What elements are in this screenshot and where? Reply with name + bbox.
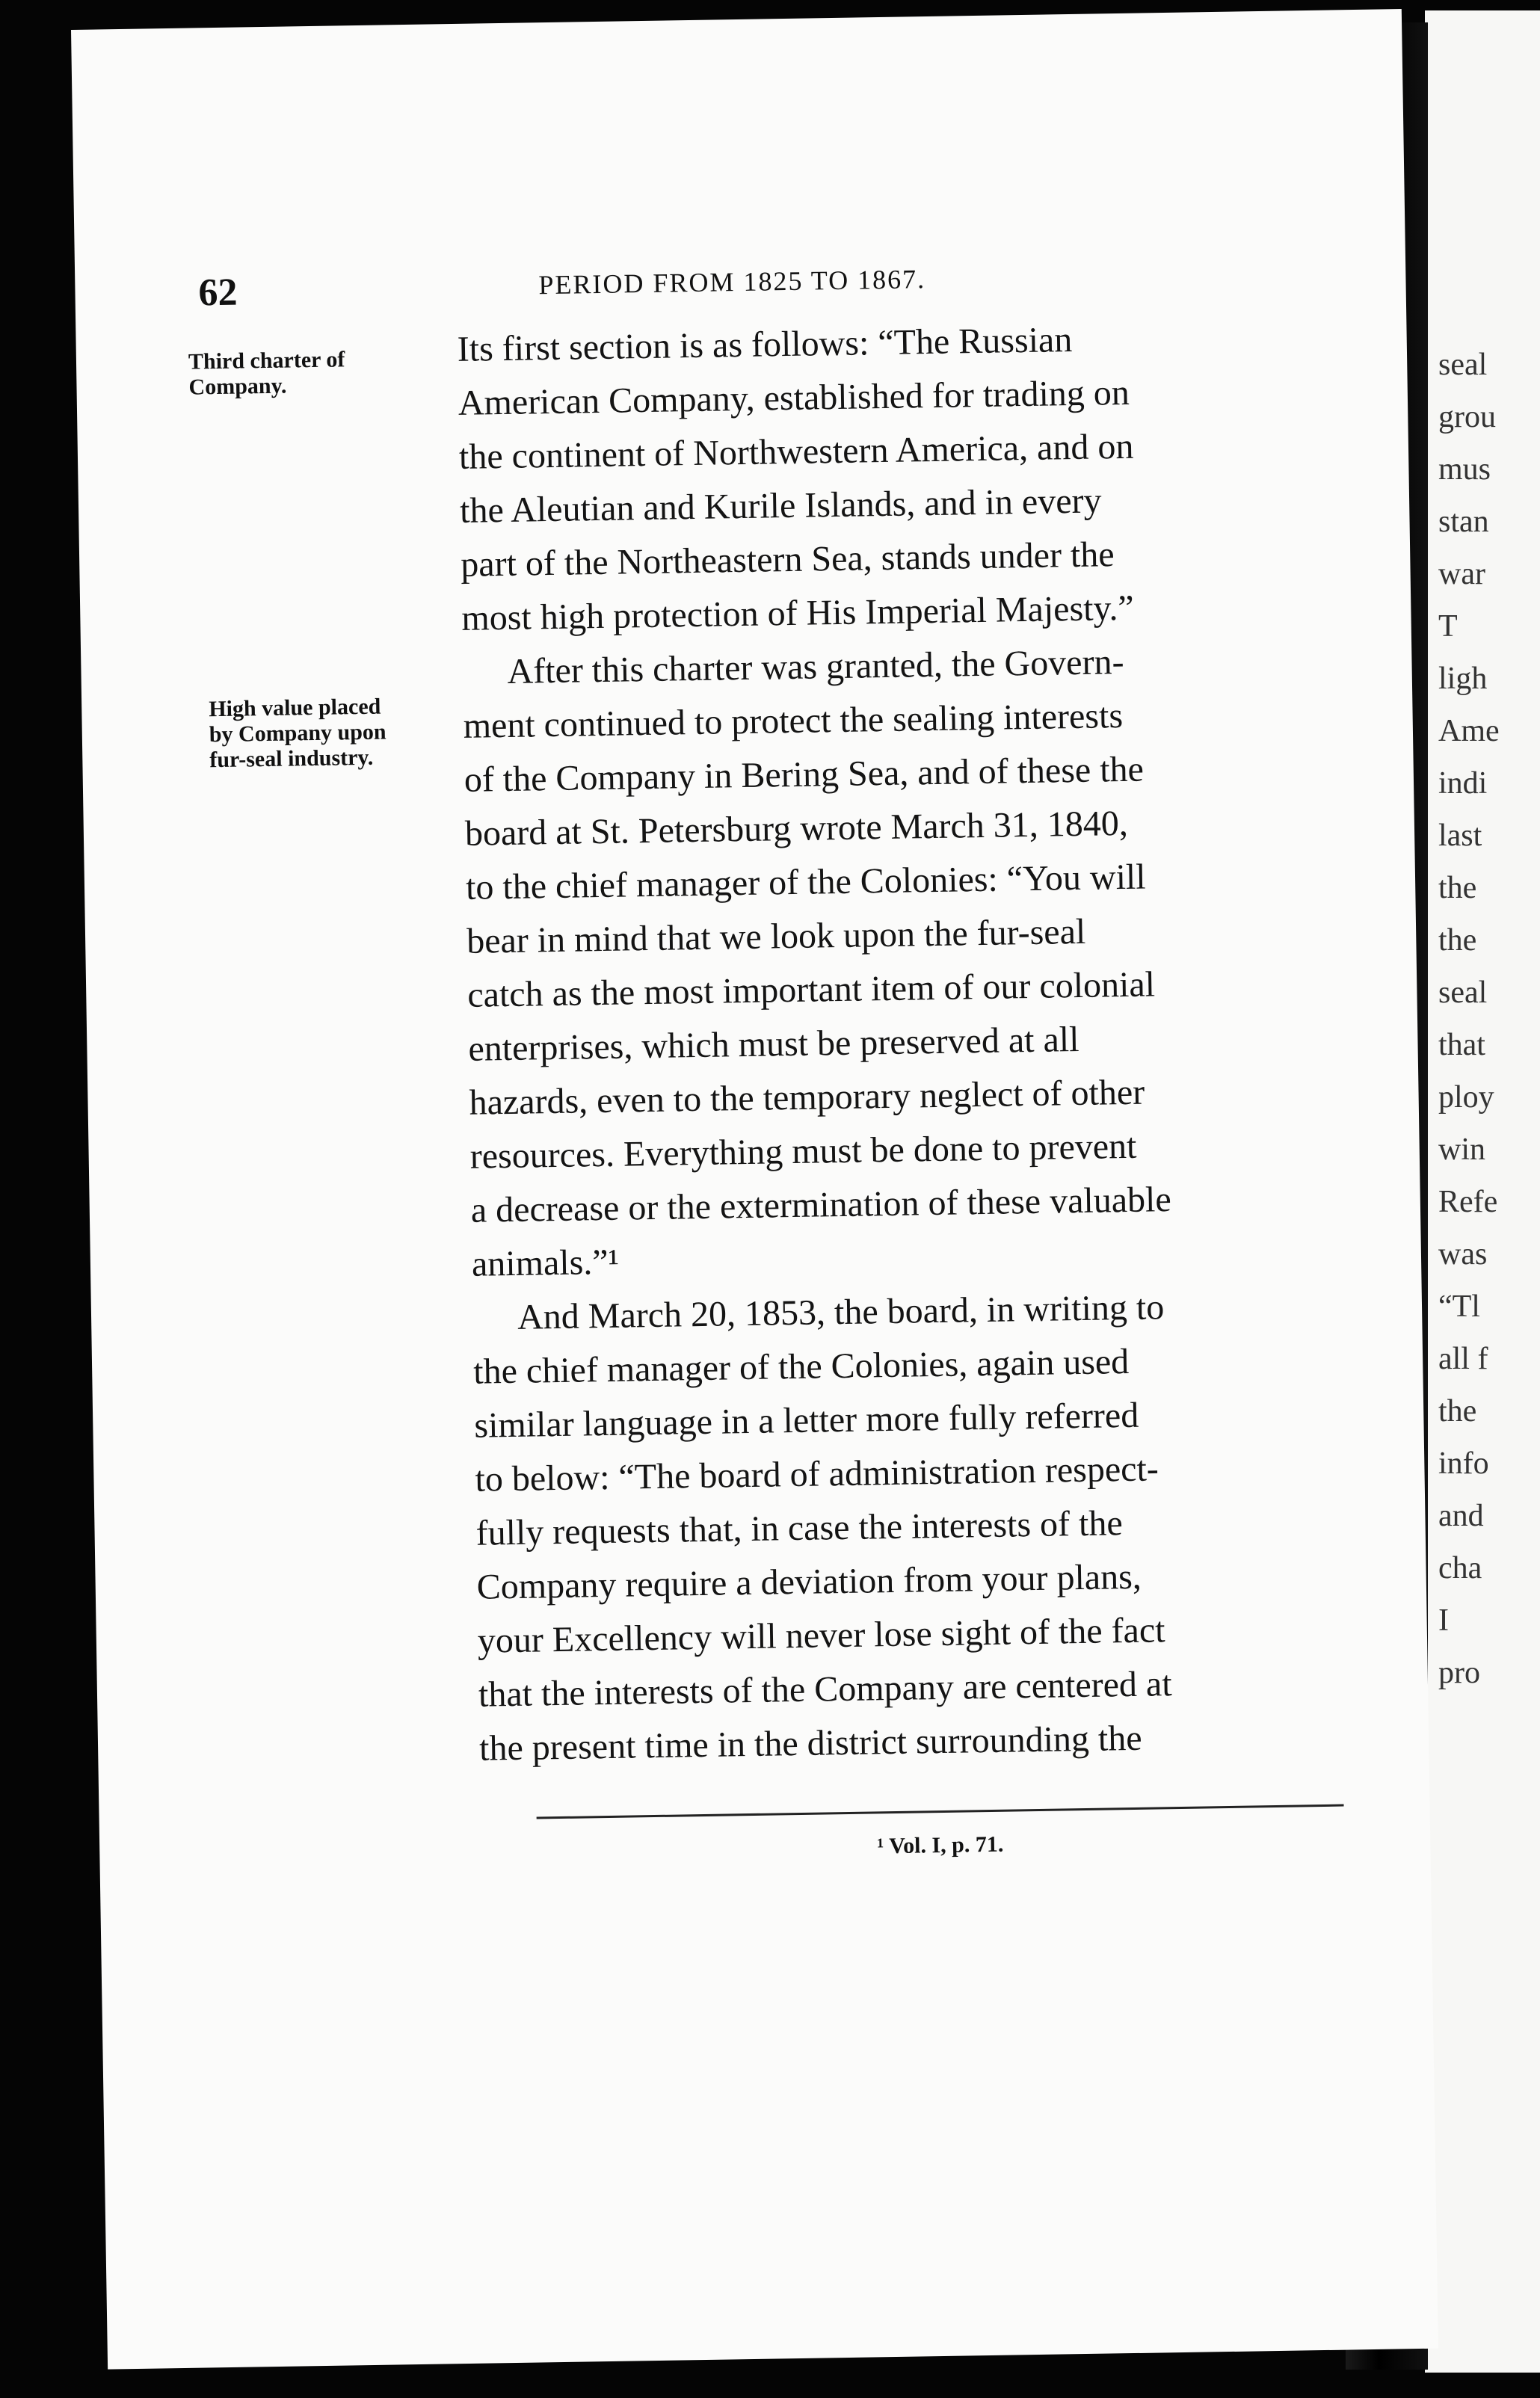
facing-page-fragment: cha [1438,1551,1482,1585]
body-line: most high protection of His Imperial Majesty.” [461,588,1135,638]
facing-page-fragment: ploy [1438,1080,1494,1115]
facing-page-fragment: info [1438,1446,1489,1481]
footnote-rule [537,1804,1344,1819]
running-head: PERIOD FROM 1825 TO 1867. [538,264,926,300]
facing-page-fragment: ligh [1438,662,1488,696]
facing-page-fragment: the [1438,923,1477,958]
body-line: American Company, established for trading on [458,372,1130,423]
body-line: catch as the most important item of our colonial [466,964,1156,1015]
facing-page-fragment: seal [1438,348,1488,382]
body-line: Its first section is as follows: “The Russian [457,320,1073,369]
facing-page-fragment: T [1438,609,1458,644]
facing-page-fragment: Ame [1438,714,1500,748]
facing-page-fragment: pro [1438,1656,1480,1690]
body-line: board at St. Petersburg wrote March 31, 1840, [464,803,1129,854]
sidenote-line: fur-seal industry. [209,745,374,773]
body-line: to the chief manager of the Colonies: “You will [465,857,1147,907]
body-line: that the interests of the Company are centered at [478,1664,1172,1715]
body-line: bear in mind that we look upon the fur-seal [466,911,1086,961]
body-line: fully requests that, in case the interests of the [475,1503,1124,1553]
sidenote-line: Third charter of [188,347,345,375]
body-line: And March 20, 1853, the board, in writing to [517,1287,1165,1337]
sidenote-line: by Company upon [209,719,386,748]
body-text [457,310,1309,1776]
body-line: the Aleutian and Kurile Islands, and in every [459,481,1102,531]
body-line: the chief manager of the Colonies, again used [472,1341,1130,1392]
body-line: resources. Everything must be done to prevent [469,1126,1137,1177]
body-line: Company require a deviation from your plans, [476,1556,1142,1607]
facing-page-fragment: stan [1438,505,1489,539]
body-line: animals.”¹ [471,1242,620,1284]
page-number: 62 [198,271,238,315]
body-line: of the Company in Bering Sea, and of these the [463,749,1145,800]
body-line: After this charter was granted, the Govern- [507,641,1124,691]
body-line: your Excellency will never lose sight of the fact [477,1610,1165,1661]
sidenote-line: Company. [188,373,287,400]
facing-page-fragment: grou [1438,400,1496,434]
facing-page-fragment: “Tl [1438,1289,1480,1324]
facing-page-fragment: indi [1438,766,1488,801]
sidenote-third-charter [188,345,443,400]
facing-page-fragment: seal [1438,975,1488,1010]
sidenote-line: High value placed [209,694,381,722]
body-line: part of the Northeastern Sea, stands under the [460,534,1115,585]
sidenote-high-value [209,693,449,773]
facing-page-fragment: I [1438,1603,1449,1638]
facing-page-fragment: last [1438,819,1482,853]
facing-page-fragment: that [1438,1028,1485,1062]
facing-page-fragment: and [1438,1499,1484,1533]
facing-page-fragment: the [1438,1394,1477,1428]
body-line: similar language in a letter more fully referred [473,1395,1139,1446]
body-line: the present time in the district surrounding the [478,1718,1142,1769]
facing-page-fragment: the [1438,871,1477,905]
body-line: to below: “The board of administration respect- [475,1449,1159,1499]
facing-page-fragment: was [1438,1237,1488,1272]
body-line: ment continued to protect the sealing interests [463,696,1124,746]
facing-page-fragment: mus [1438,452,1491,487]
facing-page [1425,10,1540,2373]
book-page [71,9,1438,2370]
facing-page-fragment: all f [1438,1342,1488,1376]
body-line: the continent of Northwestern America, and on [458,426,1134,477]
body-line: a decrease or the extermination of these valuable [470,1180,1172,1230]
facing-page-fragment: Refe [1438,1185,1498,1219]
footnote: ¹ Vol. I, p. 71. [877,1831,1004,1859]
body-line: enterprises, which must be preserved at all [468,1019,1079,1069]
facing-page-fragment: war [1438,557,1485,591]
body-line: hazards, even to the temporary neglect of other [469,1072,1145,1123]
facing-page-fragment: win [1438,1132,1485,1167]
